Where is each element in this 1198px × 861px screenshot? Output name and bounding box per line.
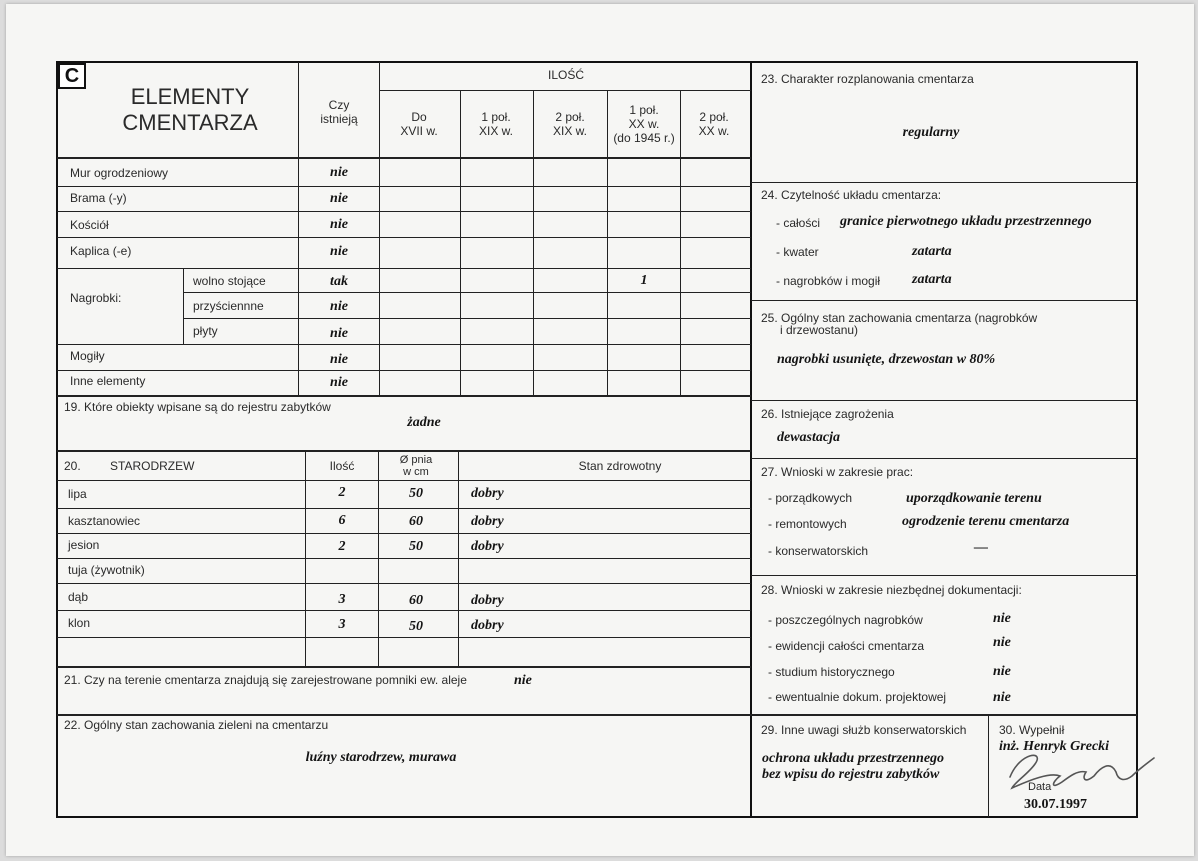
q28-item-3-value: nie bbox=[993, 690, 1011, 705]
q25-label-line2: i drzewostanu) bbox=[780, 323, 859, 337]
tree-count-1: 6 bbox=[338, 513, 346, 528]
grid-h-ilosc bbox=[379, 90, 751, 91]
period-header-2 bbox=[553, 110, 587, 138]
q26-value: dewastacja bbox=[777, 430, 840, 445]
period-header-1 bbox=[479, 110, 513, 138]
q25-value: nagrobki usunięte, drzewostan w 80% bbox=[777, 352, 996, 367]
exists-przyscienne: nie bbox=[330, 299, 348, 314]
q20-grid-h5 bbox=[57, 610, 751, 611]
period-3-line3: (do 1945 r.) bbox=[613, 131, 675, 145]
period-header-0 bbox=[400, 110, 437, 138]
q24-label: 24. Czytelność układu cmentarza: bbox=[761, 188, 942, 202]
exists-kosciol: nie bbox=[330, 217, 348, 232]
tree-health-0: dobry bbox=[471, 486, 504, 501]
tree-count-2: 2 bbox=[338, 539, 346, 554]
row-label-nagrobki: Nagrobki: bbox=[70, 291, 122, 305]
q20-grid-h6 bbox=[57, 637, 751, 638]
period-4-line2: XX w. bbox=[698, 124, 730, 138]
q19-bottom bbox=[57, 450, 751, 452]
q23-label: 23. Charakter rozplanowania cmentarza bbox=[761, 72, 974, 86]
col-exists-header bbox=[320, 98, 357, 126]
q27-label: 27. Wnioski w zakresie prac: bbox=[761, 465, 914, 479]
q28-item-2-value: nie bbox=[993, 664, 1011, 679]
tree-health-1: dobry bbox=[471, 514, 504, 529]
exists-mur: nie bbox=[330, 165, 348, 180]
exists-wolno-stojace: tak bbox=[330, 274, 348, 289]
tree-count-5: 3 bbox=[338, 617, 346, 632]
grid-h-row5 bbox=[183, 292, 751, 293]
elements-title-line2: CMENTARZA bbox=[122, 110, 258, 135]
q20-grid-v1 bbox=[305, 451, 306, 667]
q27-item-1-label: - remontowych bbox=[768, 517, 847, 531]
count-wolno-stojace-1xx: 1 bbox=[640, 273, 648, 288]
tree-name-5: klon bbox=[68, 616, 91, 630]
elements-title bbox=[100, 84, 280, 136]
period-4-line1: 2 poł. bbox=[699, 110, 729, 124]
col-exists-line2: istnieją bbox=[320, 112, 358, 126]
q29-value-line2: bez wpisu do rejestru zabytków bbox=[762, 767, 940, 782]
q20-col-diam bbox=[400, 454, 432, 478]
ilosc-header: ILOŚĆ bbox=[547, 68, 585, 82]
q20-grid-v2 bbox=[378, 451, 379, 667]
row-label-wolno-stojace: wolno stojące bbox=[193, 274, 266, 288]
col-exists-line1: Czy bbox=[328, 98, 350, 112]
q28-item-1-value: nie bbox=[993, 635, 1011, 650]
tree-health-2: dobry bbox=[471, 539, 504, 554]
grid-v-2 bbox=[533, 90, 534, 395]
q20-grid-h1 bbox=[57, 508, 751, 509]
q21-bottom bbox=[57, 714, 1137, 716]
grid-h-row6 bbox=[183, 318, 751, 319]
row-label-brama: Brama (-y) bbox=[70, 191, 127, 205]
q28-item-2-label: - studium historycznego bbox=[768, 665, 895, 679]
q20-grid-h2 bbox=[57, 533, 751, 534]
row-label-kosciol: Kościół bbox=[70, 218, 109, 232]
q21-value: nie bbox=[514, 673, 532, 688]
period-header-4 bbox=[699, 110, 730, 138]
elements-title-line1: ELEMENTY bbox=[130, 84, 250, 109]
tree-count-0: 2 bbox=[338, 485, 346, 500]
q29-value-line1: ochrona układu przestrzennego bbox=[762, 751, 945, 766]
q20-grid-h0 bbox=[57, 480, 751, 481]
tree-diam-1: 60 bbox=[409, 514, 423, 529]
q20-bottom bbox=[57, 666, 751, 668]
grid-h-row4 bbox=[57, 268, 751, 269]
q22-value: luźny starodrzew, murawa bbox=[305, 750, 457, 765]
q19-value: żadne bbox=[407, 415, 441, 430]
q25-label-line1: 25. Ogólny stan zachowania cmentarza (nagrobków bbox=[761, 311, 1038, 325]
exists-plyty: nie bbox=[330, 326, 348, 341]
period-header-3 bbox=[613, 103, 674, 145]
q29-label: 29. Inne uwagi służb konserwatorskich bbox=[761, 723, 967, 737]
period-0-line2: XVII w. bbox=[400, 124, 438, 138]
grid-h-header-bottom bbox=[57, 157, 751, 159]
tree-name-4: dąb bbox=[68, 590, 89, 604]
grid-v-exists-left bbox=[298, 62, 299, 395]
exists-mogily: nie bbox=[330, 352, 348, 367]
row-label-inne: Inne elementy bbox=[70, 374, 146, 388]
exists-brama: nie bbox=[330, 191, 348, 206]
q28-item-0-label: - poszczególnych nagrobków bbox=[768, 613, 923, 627]
q19-label: 19. Które obiekty wpisane są do rejestru zabytków bbox=[64, 400, 331, 414]
q20-col-health: Stan zdrowotny bbox=[578, 459, 662, 473]
q28-label: 28. Wnioski w zakresie niezbędnej dokumentacji: bbox=[761, 583, 1022, 597]
period-3-line2: XX w. bbox=[628, 117, 660, 131]
row-label-mur: Mur ogrodzeniowy bbox=[70, 166, 169, 180]
q20-col-diam-line1: Ø pnia bbox=[399, 454, 433, 466]
tree-diam-5: 50 bbox=[409, 619, 423, 634]
period-1-line2: XIX w. bbox=[478, 124, 514, 138]
row-label-plyty: płyty bbox=[193, 324, 218, 338]
q20-col-diam-line2: w cm bbox=[403, 466, 429, 478]
q20-grid-h4 bbox=[57, 583, 751, 584]
tree-name-2: jesion bbox=[68, 538, 100, 552]
q27-item-0-value: uporządkowanie terenu bbox=[906, 491, 1042, 506]
exists-inne: nie bbox=[330, 375, 348, 390]
form-frame bbox=[56, 61, 1138, 818]
tree-name-1: kasztanowiec bbox=[68, 514, 141, 528]
q20-col-count: Ilość bbox=[329, 459, 355, 473]
q23-bottom bbox=[751, 182, 1137, 183]
q27-item-2-value: — bbox=[974, 540, 988, 555]
q24-item-1-value: zatarta bbox=[912, 244, 952, 259]
period-0-line1: Do bbox=[411, 110, 427, 124]
q20-title: STARODRZEW bbox=[110, 459, 195, 473]
q20-number: 20. bbox=[64, 459, 81, 473]
period-2-line2: XIX w. bbox=[552, 124, 588, 138]
q22-label: 22. Ogólny stan zachowania zieleni na cmentarzu bbox=[64, 718, 329, 732]
q28-item-1-label: - ewidencji całości cmentarza bbox=[768, 639, 925, 653]
q24-item-0-value: granice pierwotnego układu przestrzennego bbox=[840, 214, 1092, 229]
grid-h-row3 bbox=[57, 237, 751, 238]
grid-v-1 bbox=[460, 90, 461, 395]
row-label-przyscienne: przyściennne bbox=[193, 299, 264, 313]
grid-h-row1 bbox=[57, 186, 751, 187]
q21-label: 21. Czy na terenie cmentarza znajdują się zarejestrowane pomniki ew. aleje bbox=[64, 673, 467, 687]
tree-health-4: dobry bbox=[471, 593, 504, 608]
grid-v-4 bbox=[680, 90, 681, 395]
tree-health-5: dobry bbox=[471, 618, 504, 633]
q27-item-0-label: - porządkowych bbox=[768, 491, 853, 505]
q30-date-label: Data bbox=[1028, 781, 1052, 793]
tree-diam-0: 50 bbox=[409, 486, 423, 501]
row-label-kaplica: Kaplica (-e) bbox=[70, 244, 132, 258]
q24-item-2-label: - nagrobków i mogił bbox=[776, 274, 881, 288]
q20-grid-v3 bbox=[458, 451, 459, 667]
tree-count-4: 3 bbox=[338, 592, 346, 607]
exists-kaplica: nie bbox=[330, 244, 348, 259]
q24-item-1-label: - kwater bbox=[776, 245, 819, 259]
period-1-line1: 1 poł. bbox=[481, 110, 511, 124]
grid-h-table-bottom bbox=[57, 395, 751, 397]
q25-bottom bbox=[751, 400, 1137, 401]
q27-bottom bbox=[751, 575, 1137, 576]
q27-item-1-value: ogrodzenie terenu cmentarza bbox=[902, 514, 1070, 529]
tree-diam-2: 50 bbox=[409, 539, 423, 554]
row-label-mogily: Mogiły bbox=[70, 349, 105, 363]
period-3-line1: 1 poł. bbox=[629, 103, 659, 117]
grid-h-row8 bbox=[57, 370, 751, 371]
q27-item-2-label: - konserwatorskich bbox=[768, 544, 869, 558]
q20-grid-h3 bbox=[57, 558, 751, 559]
q24-item-2-value: zatarta bbox=[912, 272, 952, 287]
q28-item-0-value: nie bbox=[993, 611, 1011, 626]
section-letter-box: C bbox=[58, 63, 86, 89]
grid-v-3 bbox=[607, 90, 608, 395]
tree-diam-4: 60 bbox=[409, 593, 423, 608]
grid-v-ilosc-left bbox=[379, 62, 380, 395]
q29-q30-divider bbox=[988, 715, 989, 817]
q28-item-3-label: - ewentualnie dokum. projektowej bbox=[768, 690, 947, 704]
grid-h-row7 bbox=[57, 344, 751, 345]
period-2-line1: 2 poł. bbox=[555, 110, 585, 124]
q23-value: regularny bbox=[902, 125, 960, 140]
q24-bottom bbox=[751, 300, 1137, 301]
signature-icon bbox=[990, 742, 1160, 797]
tree-name-3: tuja (żywotnik) bbox=[68, 563, 145, 577]
tree-name-0: lipa bbox=[68, 487, 87, 501]
q26-bottom bbox=[751, 458, 1137, 459]
q26-label: 26. Istniejące zagrożenia bbox=[761, 407, 894, 421]
q30-value: inż. Henryk Grecki bbox=[999, 739, 1110, 754]
grid-v-nagrobki bbox=[183, 268, 184, 344]
main-divider bbox=[750, 62, 752, 817]
q30-label: 30. Wypełnił bbox=[999, 723, 1065, 737]
grid-h-row2 bbox=[57, 211, 751, 212]
q30-date-value: 30.07.1997 bbox=[1024, 797, 1087, 812]
q24-item-0-label: - całości bbox=[776, 216, 821, 230]
